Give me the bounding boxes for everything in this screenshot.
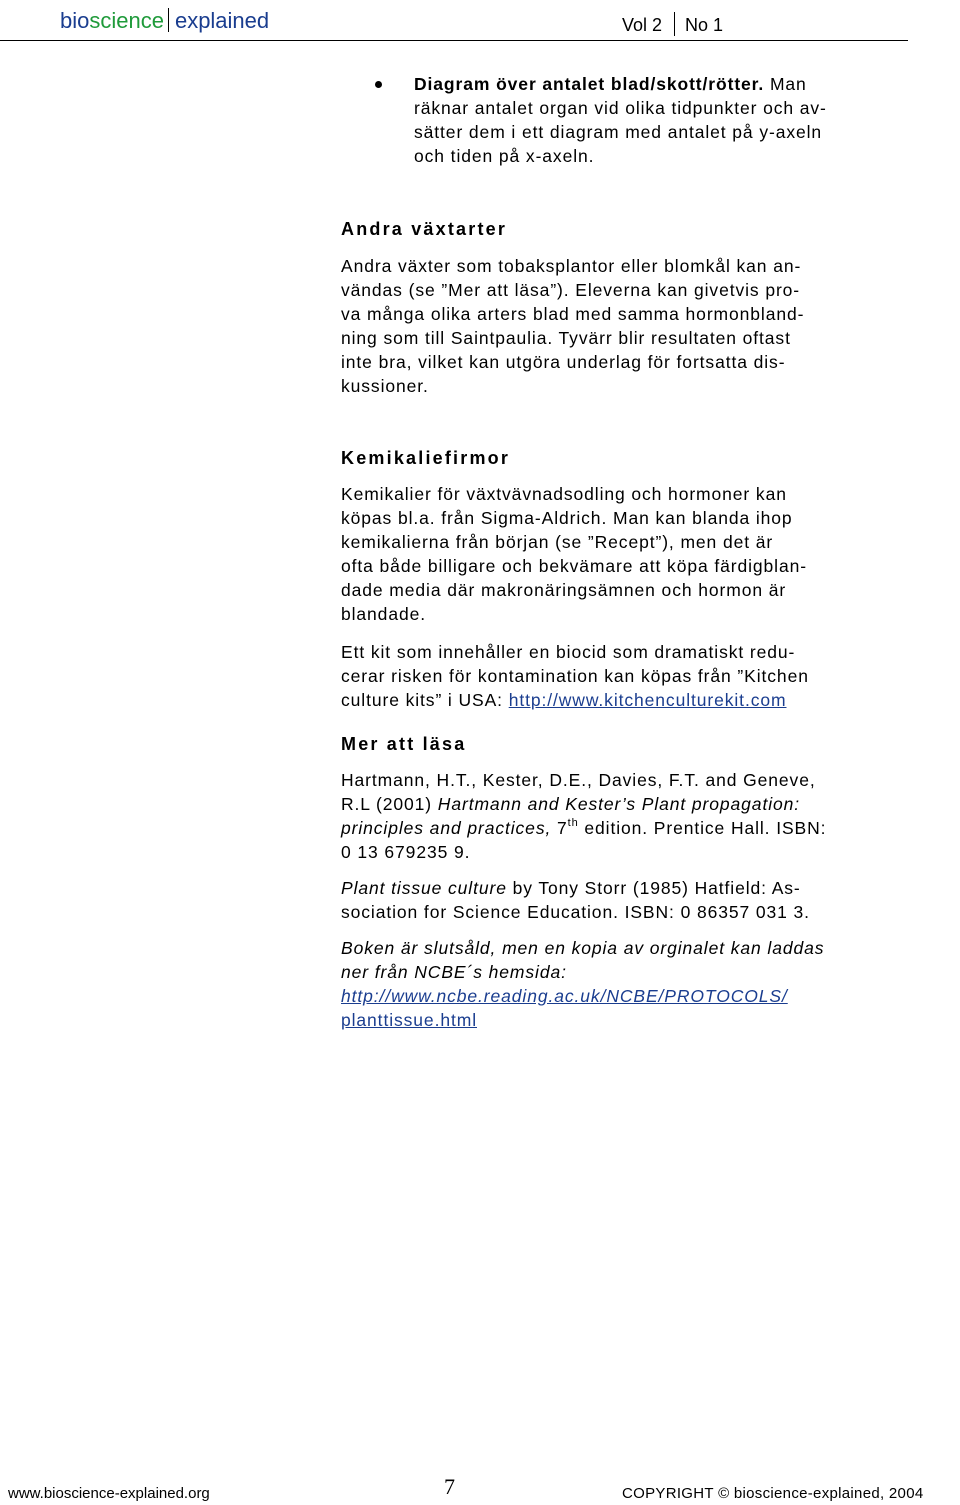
number-label: No 1 bbox=[685, 15, 724, 35]
text-line: Boken är slutsåld, men en kopia av orginalet kan laddas bbox=[341, 938, 825, 958]
text-line: vändas (se ”Mer att läsa”). Eleverna kan givetvis pro- bbox=[341, 280, 801, 300]
section-mer-att-lasa bbox=[341, 732, 901, 1032]
section-kemikaliefirmor bbox=[341, 446, 901, 712]
page-number: 7 bbox=[444, 1474, 455, 1499]
text-line: Andra växter som tobaksplantor eller blomkål kan an- bbox=[341, 256, 802, 276]
reference-storr bbox=[341, 876, 901, 924]
text-line: culture kits” i USA: bbox=[341, 690, 509, 710]
ncbe-protocols-link[interactable]: http://www.ncbe.reading.ac.uk/NCBE/PROTOCOLS/ bbox=[341, 986, 788, 1006]
footer-url: www.bioscience-explained.org bbox=[8, 1485, 210, 1502]
brand-bio: bio bbox=[60, 8, 90, 33]
issue-info bbox=[622, 12, 723, 36]
bullet-icon bbox=[375, 81, 382, 88]
text-line: kemikalierna från början (se ”Recept”), men det är bbox=[341, 532, 774, 552]
book-title: Hartmann and Kester’s Plant propagation: bbox=[437, 794, 801, 814]
reference-hartmann bbox=[341, 768, 901, 864]
brand-science: science bbox=[89, 8, 164, 33]
section-paragraph bbox=[341, 482, 901, 626]
text-line: ner från NCBE´s hemsida: bbox=[341, 962, 567, 982]
book-title: Plant tissue culture bbox=[341, 878, 507, 898]
text-line: köpas bl.a. från Sigma-Aldrich. Man kan blanda ihop bbox=[341, 508, 793, 528]
text-line: sociation for Science Education. ISBN: 0 86357 031 3. bbox=[341, 902, 810, 922]
section-paragraph bbox=[341, 254, 901, 398]
text-line: ning som till Saintpaulia. Tyvärr blir resultaten oftast bbox=[341, 328, 791, 348]
text-span: R.L (2001) bbox=[341, 794, 438, 814]
bullet-line: sätter dem i ett diagram med antalet på y-axeln bbox=[414, 122, 823, 142]
text-line: Ett kit som innehåller en biocid som dramatiskt redu- bbox=[341, 642, 796, 662]
journal-brand bbox=[60, 8, 269, 34]
text-line: ofta både billigare och bekvämare att köpa färdigblan- bbox=[341, 556, 807, 576]
section-heading: Kemikaliefirmor bbox=[341, 448, 511, 468]
reference-ncbe bbox=[341, 936, 901, 1032]
bullet-line: räknar antalet organ vid olika tidpunkter och av- bbox=[414, 98, 827, 118]
kit-paragraph bbox=[341, 640, 901, 712]
text-line: 0 13 679235 9. bbox=[341, 842, 471, 862]
text-line: dade media där makronäringsämnen och hormon är bbox=[341, 580, 787, 600]
planttissue-link[interactable]: planttissue.html bbox=[341, 1010, 477, 1030]
text-line: inte bra, vilket kan utgöra underlag för fortsatta dis- bbox=[341, 352, 786, 372]
brand-explained: explained bbox=[174, 8, 270, 33]
bullet-text-rest: Man bbox=[764, 74, 807, 94]
text-line: cerar risken för kontamination kan köpas från ”Kitchen bbox=[341, 666, 809, 686]
bullet-line: och tiden på x-axeln. bbox=[414, 146, 595, 166]
bullet-item bbox=[414, 72, 884, 168]
text-span: 7 bbox=[551, 818, 568, 838]
text-span: edition. Prentice Hall. ISBN: bbox=[578, 818, 827, 838]
text-line: Kemikalier för växtvävnadsodling och hormoner kan bbox=[341, 484, 787, 504]
text-line: blandade. bbox=[341, 604, 426, 624]
volume-label: Vol 2 bbox=[622, 15, 663, 35]
text-line: va många olika arters blad med samma hormonbland- bbox=[341, 304, 805, 324]
section-andra-vaxtarter bbox=[341, 217, 901, 398]
section-heading: Andra växtarter bbox=[341, 219, 508, 239]
brand-divider bbox=[168, 8, 169, 32]
page-header bbox=[0, 0, 908, 41]
issue-divider bbox=[674, 12, 675, 36]
text-span: by Tony Storr (1985) Hatfield: As- bbox=[506, 878, 801, 898]
superscript: th bbox=[567, 817, 579, 829]
text-line: Hartmann, H.T., Kester, D.E., Davies, F.T. and Geneve, bbox=[341, 770, 816, 790]
kitchen-culture-kit-link[interactable]: http://www.kitchenculturekit.com bbox=[508, 690, 787, 710]
book-title: principles and practices, bbox=[341, 818, 552, 838]
footer-copyright: COPYRIGHT © bioscience-explained, 2004 bbox=[622, 1485, 924, 1502]
text-line: kussioner. bbox=[341, 376, 429, 396]
bullet-bold: Diagram över antalet blad/skott/rötter. bbox=[414, 74, 765, 94]
section-heading: Mer att läsa bbox=[341, 734, 467, 754]
